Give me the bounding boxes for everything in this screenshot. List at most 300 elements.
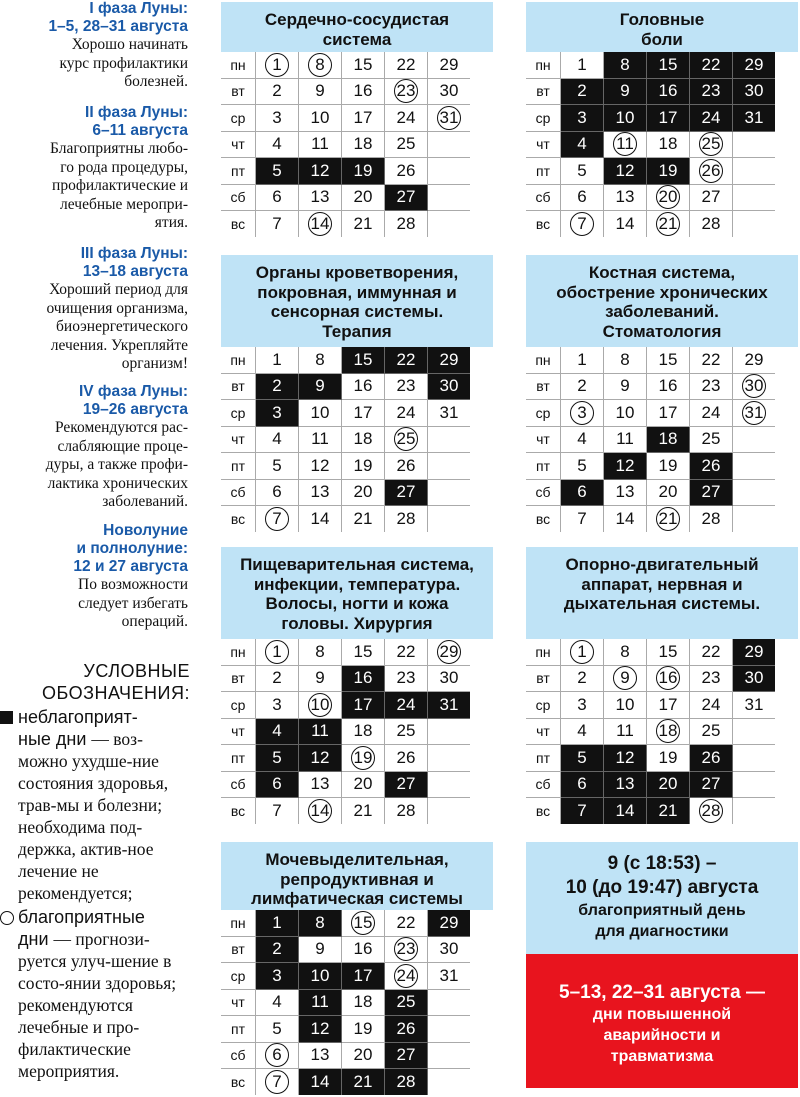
calendar-day-unfavorable: 27 <box>690 479 733 506</box>
weekday-label: чт <box>221 426 256 453</box>
calendar-day: 13 <box>299 479 342 506</box>
calendar-week-row <box>526 453 775 480</box>
calendar-day: 26 <box>385 745 428 772</box>
weekday-label: вс <box>526 506 561 532</box>
calendar-day-unfavorable: 6 <box>256 771 299 798</box>
phase-text: Хорошо начинать курс профилактики болезней. <box>59 36 188 90</box>
calendar-day: 16 <box>342 373 385 400</box>
calendar-week-row <box>221 426 470 453</box>
calendar-week-row <box>526 665 775 692</box>
calendar-title <box>526 255 798 347</box>
calendar-day-favorable: 20 <box>647 184 690 211</box>
calendar-day: 26 <box>385 453 428 480</box>
calendar-day: 20 <box>647 479 690 506</box>
calendar-day: 14 <box>604 211 647 237</box>
calendar-day: 17 <box>342 105 385 132</box>
calendar-day: 19 <box>647 745 690 772</box>
weekday-label: вс <box>221 506 256 532</box>
calendar-day: 23 <box>690 665 733 692</box>
phase-title-2: и полнолуние: <box>76 540 188 557</box>
calendar-day: 13 <box>604 184 647 211</box>
calendar-day-favorable: 7 <box>256 506 299 532</box>
legend-title: УСЛОВНЫЕ <box>83 661 190 681</box>
calendar-day: 8 <box>604 639 647 665</box>
calendar-week-row <box>221 798 470 824</box>
calendar-day-favorable: 25 <box>690 131 733 158</box>
calendar-day-empty <box>428 211 471 237</box>
legend-bad <box>0 706 190 904</box>
calendar-day: 25 <box>385 131 428 158</box>
calendar-day: 13 <box>299 1042 342 1069</box>
weekday-label: пн <box>526 347 561 373</box>
calendar-day: 11 <box>604 718 647 745</box>
calendar-day-unfavorable: 6 <box>561 771 604 798</box>
calendar-day-unfavorable: 14 <box>604 798 647 824</box>
calendar-day-unfavorable: 8 <box>299 910 342 936</box>
calendar-day: 15 <box>647 639 690 665</box>
calendar-day-unfavorable: 29 <box>733 639 776 665</box>
calendar-day-favorable: 19 <box>342 745 385 772</box>
calendar-week-row <box>221 184 470 211</box>
calendar-day: 11 <box>299 131 342 158</box>
phase-title: I фаза Луны: <box>89 0 188 17</box>
calendar-title-line: сенсорная системы. <box>270 302 444 321</box>
weekday-label: ср <box>221 105 256 132</box>
calendar-day: 8 <box>299 347 342 373</box>
calendar-day-empty <box>733 158 776 185</box>
phase-dates: 1–5, 28–31 августа <box>48 18 188 35</box>
calendar-day: 21 <box>342 798 385 824</box>
risk-line-3: аварийности и <box>603 1027 721 1044</box>
calendar-day-favorable: 23 <box>385 78 428 105</box>
calendar-week-row <box>526 105 775 132</box>
calendar-day: 1 <box>561 52 604 78</box>
calendar-week-row <box>526 373 775 400</box>
calendar-day-favorable: 10 <box>299 692 342 719</box>
calendar-week-row <box>526 78 775 105</box>
calendar-day: 5 <box>256 1016 299 1043</box>
calendar-day-empty <box>428 479 471 506</box>
calendar-day-unfavorable: 4 <box>561 131 604 158</box>
weekday-label: вс <box>221 798 256 824</box>
risk-line-2: дни повышенной <box>592 1006 732 1023</box>
legend-bad-label: неблагоприят- <box>18 707 138 727</box>
calendar-week-row <box>526 131 775 158</box>
weekday-label: пн <box>526 52 561 78</box>
calendar-day: 13 <box>299 771 342 798</box>
risk-line-1: 5–13, 22–31 августа — <box>559 982 765 1003</box>
calendar-week-row <box>221 639 470 665</box>
weekday-label: сб <box>526 771 561 798</box>
phase-dates: 12 и 27 августа <box>73 558 188 575</box>
calendar-day: 22 <box>690 347 733 373</box>
calendar-week-row <box>221 989 470 1016</box>
calendar-day: 17 <box>342 400 385 427</box>
calendar-day-empty <box>428 158 471 185</box>
calendar-day-unfavorable: 3 <box>256 400 299 427</box>
calendar-grid <box>221 52 470 237</box>
calendar-day-unfavorable: 14 <box>299 1069 342 1095</box>
calendar-title-line: Пищеварительная система, <box>240 555 474 574</box>
calendar-title-line: покровная, иммунная и <box>257 282 457 302</box>
calendar-week-row <box>526 479 775 506</box>
calendar-day: 10 <box>299 400 342 427</box>
calendar-day-unfavorable: 5 <box>256 745 299 772</box>
calendar-day: 21 <box>342 506 385 532</box>
calendar-week-row <box>221 158 470 185</box>
calendar-musculoskeletal <box>526 547 798 824</box>
calendar-day-unfavorable: 21 <box>647 798 690 824</box>
calendar-day: 5 <box>561 158 604 185</box>
calendar-title-line: Стоматология <box>602 321 722 341</box>
calendar-day: 14 <box>604 506 647 532</box>
calendar-grid <box>221 639 470 824</box>
calendar-day-favorable: 7 <box>256 1069 299 1095</box>
calendar-day: 9 <box>299 936 342 963</box>
calendar-day-unfavorable: 29 <box>428 910 471 936</box>
calendar-day: 25 <box>385 718 428 745</box>
calendar-day-unfavorable: 3 <box>256 963 299 990</box>
weekday-label: вс <box>221 211 256 237</box>
calendar-day-empty <box>428 131 471 158</box>
calendar-day-empty <box>428 1042 471 1069</box>
circle-icon <box>0 911 14 925</box>
calendar-week-row <box>221 479 470 506</box>
weekday-label: ср <box>221 400 256 427</box>
calendar-day-unfavorable: 6 <box>561 479 604 506</box>
phase-dates: 6–11 августа <box>92 122 188 139</box>
calendar-day-unfavorable: 20 <box>647 771 690 798</box>
calendar-day: 9 <box>299 78 342 105</box>
calendar-day: 6 <box>256 479 299 506</box>
calendar-title-line: Волосы, ногти и кожа <box>265 594 449 613</box>
calendar-day: 28 <box>690 506 733 532</box>
calendar-title <box>221 2 493 52</box>
weekday-label: пн <box>221 347 256 373</box>
calendar-day-favorable: 3 <box>561 400 604 427</box>
weekday-label: сб <box>221 184 256 211</box>
calendar-day-unfavorable: 5 <box>256 158 299 185</box>
calendar-day: 23 <box>690 373 733 400</box>
calendar-title <box>526 547 798 639</box>
calendar-day-empty <box>733 184 776 211</box>
calendar-week-row <box>221 131 470 158</box>
calendar-week-row <box>526 771 775 798</box>
weekday-label: пт <box>526 158 561 185</box>
calendar-day-unfavorable: 18 <box>647 426 690 453</box>
phase-title: II фаза Луны: <box>85 104 188 121</box>
calendar-day: 18 <box>647 131 690 158</box>
weekday-label: вс <box>526 798 561 824</box>
weekday-label: ср <box>221 963 256 990</box>
calendar-day: 13 <box>604 479 647 506</box>
calendar-day: 20 <box>342 479 385 506</box>
weekday-label: вт <box>221 78 256 105</box>
calendar-day-empty <box>428 1016 471 1043</box>
weekday-label: вт <box>526 665 561 692</box>
calendar-week-row <box>221 373 470 400</box>
calendar-week-row <box>221 963 470 990</box>
weekday-label: сб <box>221 1042 256 1069</box>
calendar-day-favorable: 14 <box>299 211 342 237</box>
calendar-week-row <box>526 400 775 427</box>
calendar-week-row <box>526 52 775 78</box>
calendar-day: 24 <box>690 400 733 427</box>
phase-text: Хороший период для очищения организма, биоэнергетического лечения. Укрепляйте организм! <box>46 281 188 372</box>
calendar-day: 15 <box>647 347 690 373</box>
calendar-day: 9 <box>299 665 342 692</box>
calendar-grid <box>526 52 775 237</box>
calendar-day: 4 <box>256 426 299 453</box>
diagnostics-line-4: для диагностики <box>595 923 729 940</box>
calendar-day: 2 <box>561 665 604 692</box>
calendar-day: 20 <box>342 184 385 211</box>
calendar-grid <box>221 910 470 1095</box>
calendar-day-favorable: 31 <box>733 400 776 427</box>
calendar-day-unfavorable: 2 <box>256 373 299 400</box>
calendar-day-unfavorable: 27 <box>385 184 428 211</box>
calendar-day-unfavorable: 11 <box>299 989 342 1016</box>
calendar-day-empty <box>733 506 776 532</box>
calendar-day: 15 <box>342 52 385 78</box>
calendar-week-row <box>526 718 775 745</box>
calendar-cardiovascular <box>221 2 493 237</box>
calendar-day-unfavorable: 26 <box>385 1016 428 1043</box>
weekday-label: пт <box>526 745 561 772</box>
calendar-week-row <box>526 692 775 719</box>
calendar-day-unfavorable: 12 <box>604 745 647 772</box>
calendar-headaches <box>526 2 798 237</box>
calendar-day-unfavorable: 16 <box>647 78 690 105</box>
phase-4 <box>0 383 188 512</box>
calendar-day-favorable: 18 <box>647 718 690 745</box>
calendar-title <box>221 842 493 910</box>
calendar-day: 28 <box>690 211 733 237</box>
calendar-day: 4 <box>256 131 299 158</box>
calendar-day-unfavorable: 2 <box>561 78 604 105</box>
calendar-day: 1 <box>256 347 299 373</box>
calendar-day: 14 <box>299 506 342 532</box>
calendar-day-empty <box>733 479 776 506</box>
calendar-day-unfavorable: 1 <box>256 910 299 936</box>
calendar-day-favorable: 8 <box>299 52 342 78</box>
calendar-day: 4 <box>561 426 604 453</box>
calendar-day-unfavorable: 12 <box>604 453 647 480</box>
phase-dates: 19–26 августа <box>82 401 188 418</box>
calendar-week-row <box>221 745 470 772</box>
calendar-day-unfavorable: 23 <box>690 78 733 105</box>
calendar-day: 25 <box>690 718 733 745</box>
weekday-label: пн <box>221 639 256 665</box>
calendar-day-favorable: 29 <box>428 639 471 665</box>
calendar-day: 28 <box>385 211 428 237</box>
calendar-day-favorable: 16 <box>647 665 690 692</box>
calendar-day: 10 <box>604 692 647 719</box>
calendar-day-favorable: 1 <box>256 639 299 665</box>
calendar-day: 3 <box>561 692 604 719</box>
calendar-week-row <box>221 453 470 480</box>
calendar-week-row <box>221 718 470 745</box>
calendar-day-unfavorable: 3 <box>561 105 604 132</box>
calendar-day-empty <box>428 426 471 453</box>
calendar-week-row <box>221 1042 470 1069</box>
calendar-day-unfavorable: 19 <box>647 158 690 185</box>
calendar-week-row <box>526 426 775 453</box>
calendar-week-row <box>221 105 470 132</box>
calendar-day-unfavorable: 22 <box>690 52 733 78</box>
weekday-label: пн <box>526 639 561 665</box>
weekday-label: ср <box>526 692 561 719</box>
calendar-title-line: Мочевыделительная, <box>265 850 449 869</box>
calendar-title-line: Головные <box>619 10 705 29</box>
weekday-label: пт <box>526 453 561 480</box>
diagnostics-line-1: 9 (с 18:53) – <box>607 853 717 874</box>
weekday-label: вс <box>221 1069 256 1095</box>
calendar-day-unfavorable: 17 <box>342 692 385 719</box>
calendar-day-empty <box>733 718 776 745</box>
calendar-day: 31 <box>428 400 471 427</box>
calendar-title-line: Органы кроветворения, <box>255 263 459 282</box>
calendar-day: 30 <box>428 665 471 692</box>
calendar-day-favorable: 30 <box>733 373 776 400</box>
black-square-icon <box>0 711 13 724</box>
calendar-day: 24 <box>385 400 428 427</box>
calendar-day: 2 <box>256 78 299 105</box>
calendar-day-empty <box>428 798 471 824</box>
calendar-day: 18 <box>342 131 385 158</box>
calendar-grid <box>526 639 775 824</box>
calendar-day-unfavorable: 26 <box>690 745 733 772</box>
phase-text: Благоприятны любо- го рода процедуры, профилактические и лечебные меропри- ятия. <box>50 140 188 231</box>
calendar-day-favorable: 28 <box>690 798 733 824</box>
calendar-day-empty <box>733 426 776 453</box>
weekday-label: вс <box>526 211 561 237</box>
calendar-week-row <box>526 347 775 373</box>
calendar-day-favorable: 21 <box>647 506 690 532</box>
diagnostics-line-2: 10 (до 19:47) августа <box>565 877 759 898</box>
calendar-day: 20 <box>342 1042 385 1069</box>
calendar-day-empty <box>428 989 471 1016</box>
weekday-label: чт <box>526 718 561 745</box>
phase-text: По возможности следует избегать операций. <box>78 576 188 630</box>
calendar-day: 27 <box>690 184 733 211</box>
calendar-day: 13 <box>299 184 342 211</box>
calendar-day-unfavorable: 12 <box>299 745 342 772</box>
calendar-day: 16 <box>342 78 385 105</box>
calendar-day: 6 <box>561 184 604 211</box>
calendar-day: 7 <box>256 211 299 237</box>
calendar-day-empty <box>428 506 471 532</box>
weekday-label: вт <box>221 665 256 692</box>
calendar-day: 19 <box>647 453 690 480</box>
weekday-label: чт <box>526 131 561 158</box>
calendar-day: 31 <box>733 692 776 719</box>
calendar-week-row <box>221 910 470 936</box>
calendar-day-unfavorable: 17 <box>342 963 385 990</box>
calendar-day-unfavorable: 7 <box>561 798 604 824</box>
calendar-day: 11 <box>299 426 342 453</box>
calendar-title-line: Опорно-двигательный <box>565 555 759 574</box>
calendar-day-empty <box>733 798 776 824</box>
calendar-title-line: боли <box>641 29 683 49</box>
calendar-title-line: обострение хронических <box>556 282 768 302</box>
weekday-label: пт <box>221 1016 256 1043</box>
calendar-week-row <box>526 745 775 772</box>
calendar-day-empty <box>428 184 471 211</box>
calendar-title-line: инфекции, температура. <box>253 574 461 594</box>
calendar-day-favorable: 9 <box>604 665 647 692</box>
calendar-day-unfavorable: 15 <box>647 52 690 78</box>
weekday-label: пт <box>221 158 256 185</box>
calendar-day: 23 <box>385 373 428 400</box>
calendar-day-unfavorable: 26 <box>690 453 733 480</box>
calendar-day: 9 <box>604 373 647 400</box>
calendar-day-favorable: 21 <box>647 211 690 237</box>
calendar-week-row <box>526 798 775 824</box>
calendar-day-unfavorable: 28 <box>385 1069 428 1095</box>
legend-bad-label-2: ные дни <box>18 729 87 749</box>
calendar-title <box>221 547 493 639</box>
calendar-day-unfavorable: 17 <box>647 105 690 132</box>
calendar-day-unfavorable: 27 <box>690 771 733 798</box>
calendar-day-unfavorable: 10 <box>299 963 342 990</box>
weekday-label: ср <box>526 400 561 427</box>
calendar-day: 8 <box>604 347 647 373</box>
calendar-day: 3 <box>256 692 299 719</box>
calendar-title-line: заболеваний. <box>605 302 719 321</box>
diagnostics-line-3: благоприятный день <box>578 902 746 919</box>
calendar-day-unfavorable: 12 <box>299 1016 342 1043</box>
weekday-label: чт <box>526 426 561 453</box>
calendar-day: 7 <box>561 506 604 532</box>
calendar-day: 4 <box>256 989 299 1016</box>
legend-good-label: благоприятные <box>18 907 145 927</box>
calendar-skeletal <box>526 255 798 532</box>
calendar-day-empty <box>428 453 471 480</box>
legend-good <box>0 906 190 1082</box>
calendar-day-unfavorable: 31 <box>428 692 471 719</box>
calendar-week-row <box>221 936 470 963</box>
weekday-label: чт <box>221 989 256 1016</box>
calendar-day-unfavorable: 22 <box>385 347 428 373</box>
calendar-day-unfavorable: 11 <box>299 718 342 745</box>
calendar-week-row <box>221 400 470 427</box>
weekday-label: сб <box>526 184 561 211</box>
calendar-day: 31 <box>428 963 471 990</box>
calendar-week-row <box>221 506 470 532</box>
calendar-day: 17 <box>647 692 690 719</box>
weekday-label: пн <box>221 52 256 78</box>
calendar-title-line: Костная система, <box>588 263 736 282</box>
calendar-day-favorable: 6 <box>256 1042 299 1069</box>
calendar-day-unfavorable: 12 <box>299 158 342 185</box>
calendar-day-favorable: 25 <box>385 426 428 453</box>
calendar-day-empty <box>733 745 776 772</box>
legend-bad-desc: — воз-можно ухудше-ние состояния здоровья, трав-мы и болезни; необходима под-держка, актив-ное лечение не рекомендуется; <box>18 729 169 903</box>
phase-title: III фаза Луны: <box>80 245 188 262</box>
calendar-week-row <box>221 1069 470 1095</box>
weekday-label: чт <box>221 718 256 745</box>
calendar-day-favorable: 15 <box>342 910 385 936</box>
calendar-week-row <box>526 184 775 211</box>
calendar-day: 18 <box>342 989 385 1016</box>
calendar-hematopoiesis <box>221 255 493 532</box>
calendar-day: 18 <box>342 718 385 745</box>
calendar-day: 22 <box>385 910 428 936</box>
calendar-week-row <box>221 692 470 719</box>
calendar-day: 20 <box>342 771 385 798</box>
calendar-day: 3 <box>256 105 299 132</box>
